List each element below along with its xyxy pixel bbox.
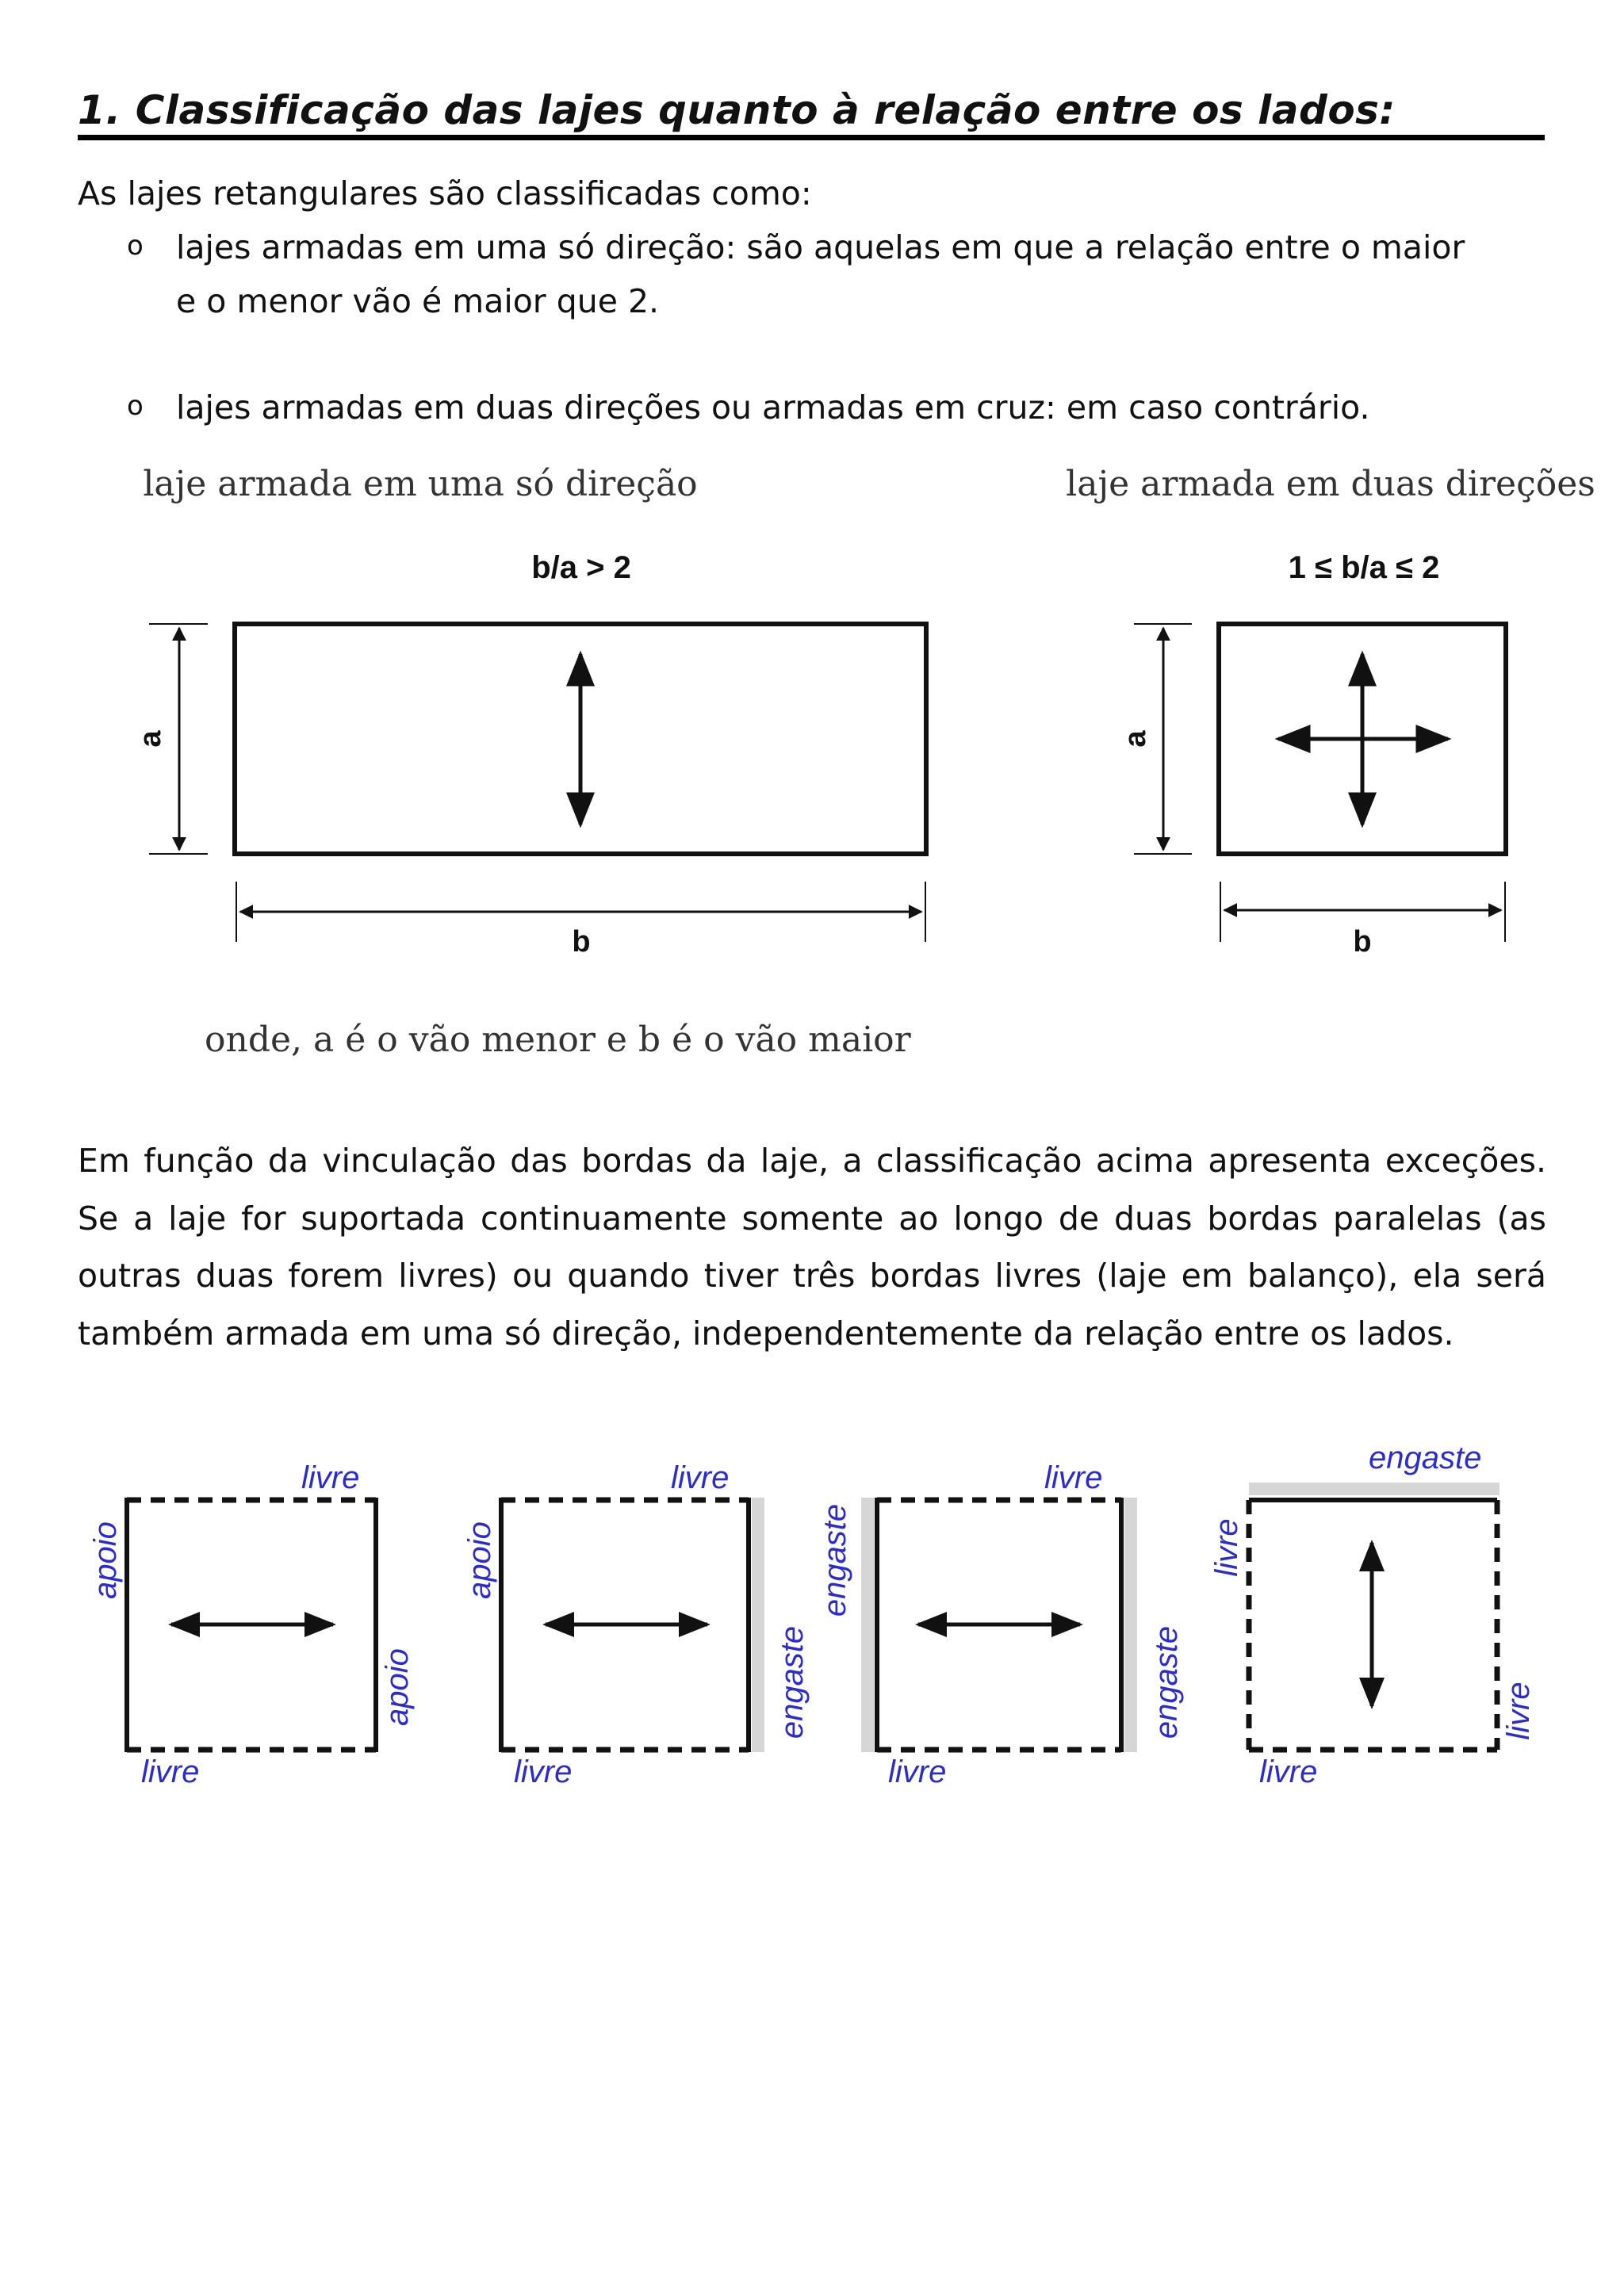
one-way-ratio: b/a > 2 (531, 550, 631, 585)
slab-2 (501, 1498, 764, 1752)
two-way-label-a: a (1119, 730, 1152, 748)
bullet-marker: o (127, 230, 144, 262)
slab-3-bottom-label: livre (888, 1755, 947, 1789)
slab-4-right-label: livre (1501, 1682, 1536, 1740)
one-way-label-a: a (134, 730, 167, 748)
slab-1-top-label: livre (301, 1460, 360, 1495)
two-way-label-b: b (1353, 925, 1372, 959)
slab-3 (861, 1498, 1137, 1752)
slab-2-bottom-label: livre (514, 1755, 573, 1789)
slab-2-right-label: engaste (775, 1625, 810, 1739)
bullet-two-way: lajes armadas em duas direções ou armadas em cruz: em caso contrário. (176, 388, 1370, 427)
slab-3-top-label: livre (1044, 1460, 1103, 1495)
intro-text: As lajes retangulares são classificadas como: (78, 174, 812, 212)
bullet-one-way-line1: lajes armadas em uma só direção: são aquelas em que a relação entre o maior (176, 228, 1465, 266)
span-definition-note: onde, a é o vão menor e b é o vão maior (205, 1020, 911, 1060)
slab-4-left-label: livre (1209, 1518, 1244, 1577)
slab-4-bottom-label: livre (1259, 1755, 1318, 1789)
slab-2-left-label: apoio (462, 1521, 497, 1599)
slab-classification-figure (0, 444, 1624, 1078)
slab-1 (127, 1498, 376, 1752)
heading-underline (78, 135, 1545, 140)
slab-4 (1249, 1483, 1500, 1750)
support-conditions-figure (0, 1419, 1624, 1789)
slab-1-bottom-label: livre (141, 1755, 200, 1789)
two-way-cross-arrows (1278, 654, 1448, 825)
bullet-one-way-line2: e o menor vão é maior que 2. (176, 282, 660, 320)
slab-4-top-label: engaste (1369, 1441, 1482, 1475)
two-way-ratio: 1 ≤ b/a ≤ 2 (1288, 550, 1440, 585)
slab-1-left-label: apoio (88, 1521, 123, 1599)
one-way-caption: laje armada em uma só direção (143, 464, 698, 504)
two-way-caption: laje armada em duas direções (1066, 464, 1595, 504)
slab-3-right-label: engaste (1149, 1625, 1184, 1739)
slab-3-left-label: engaste (818, 1503, 852, 1617)
slab-1-right-label: apoio (380, 1648, 415, 1726)
slab-2-top-label: livre (671, 1460, 730, 1495)
bullet-marker: o (127, 390, 144, 422)
section-heading: 1. Classificação das lajes quanto à relação entre os lados: (78, 87, 1396, 133)
exceptions-paragraph: Em função da vinculação das bordas da laje, a classificação acima apresenta exceções. Se a laje for suportada continuamente somente ao longo de duas bordas paralelas (as outras duas forem livres) ou quando tiver três bordas livres (laje em balanço), ela será também armada em uma só direção, independentemente da relação entre os lados. (78, 1142, 1546, 1353)
one-way-label-b: b (572, 925, 591, 959)
